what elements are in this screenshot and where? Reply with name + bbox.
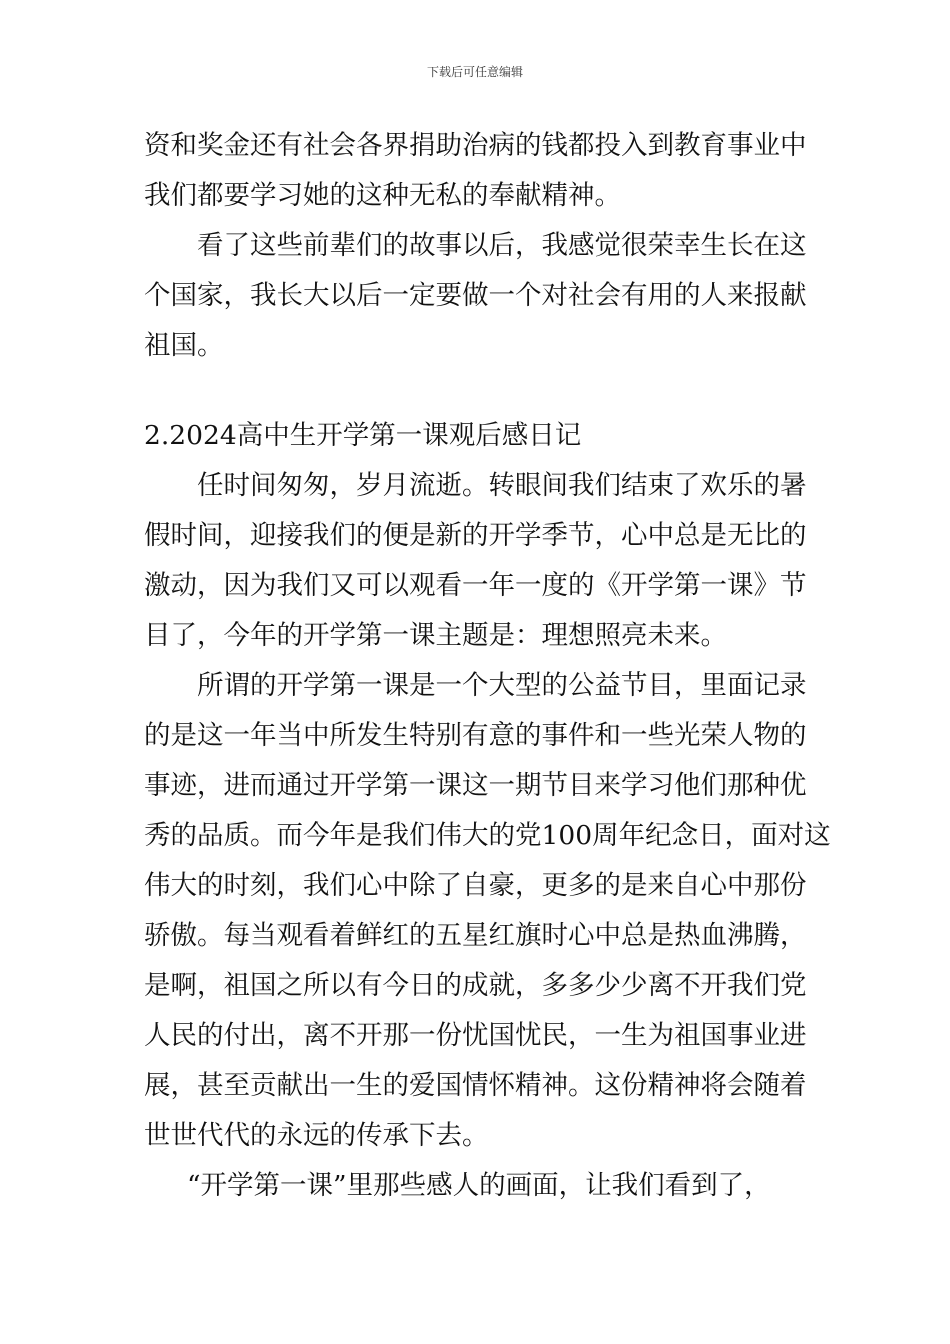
text-line: 事迹，进而通过开学第一课这一期节目来学习他们那种优 (144, 770, 807, 801)
blank-gap (144, 378, 808, 418)
paragraph-first-line: 任时间匆匆，岁月流逝。转眼间我们结束了欢乐的暑 (197, 470, 807, 501)
text-line: 展，甚至贡献出一生的爱国情怀精神。这份精神将会随着 (144, 1070, 807, 1101)
text-line: 是啊，祖国之所以有今日的成就，多多少少离不开我们党 (144, 970, 807, 1001)
paragraph-first-line: 看了这些前辈们的故事以后，我感觉很荣幸生长在这 (197, 230, 807, 261)
text-line: 秀的品质。而今年是我们伟大的党100周年纪念日，面对这 (144, 820, 831, 851)
text-line: 假时间，迎接我们的便是新的开学季节，心中总是无比的 (144, 520, 807, 551)
text-line: 伟大的时刻，我们心中除了自豪，更多的是来自心中那份 (144, 870, 807, 901)
text-line: 祖国。 (144, 330, 224, 361)
paragraph-first-line: 所谓的开学第一课是一个大型的公益节目，里面记录 (197, 670, 807, 701)
section-title: 2.2024高中生开学第一课观后感日记 (144, 420, 582, 451)
text-line: 的是这一年当中所发生特别有意的事件和一些光荣人物的 (144, 720, 807, 751)
text-line: 目了，今年的开学第一课主题是：理想照亮未来。 (144, 620, 727, 651)
text-line: 人民的付出，离不开那一份忧国忧民，一生为祖国事业进 (144, 1020, 807, 1051)
text-line: 激动，因为我们又可以观看一年一度的《开学第一课》节 (144, 570, 807, 601)
text-line: 我们都要学习她的这种无私的奉献精神。 (144, 180, 621, 211)
text-line: 骄傲。每当观看着鲜红的五星红旗时心中总是热血沸腾， (144, 920, 807, 951)
document-body (144, 128, 831, 1218)
paragraph-first-line: “开学第一课”里那些感人的画面，让我们看到了， (187, 1170, 771, 1201)
text-line: 个国家，我长大以后一定要做一个对社会有用的人来报献 (144, 280, 807, 311)
text-line: 世世代代的永远的传承下去。 (144, 1120, 489, 1151)
page-header: 下载后可任意编辑 (426, 65, 523, 79)
text-line: 资和奖金还有社会各界捐助治病的钱都投入到教育事业中 (144, 130, 807, 161)
